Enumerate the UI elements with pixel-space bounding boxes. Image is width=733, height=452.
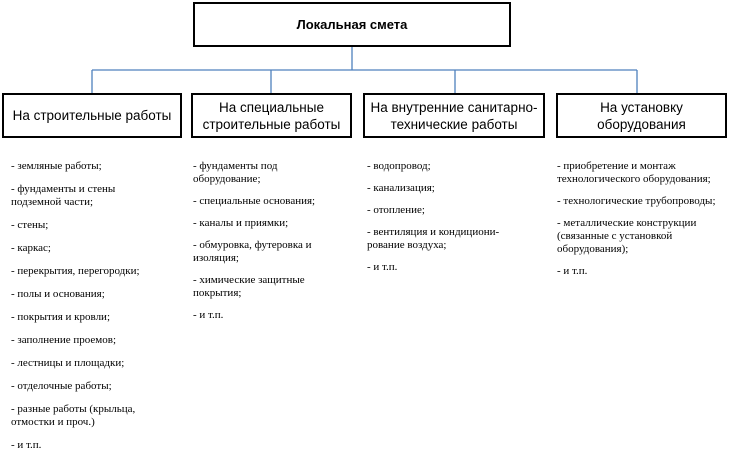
list-item: [11, 357, 186, 370]
category-box-construction: [2, 93, 182, 138]
list-item-line: - фундаменты под: [193, 160, 278, 172]
list-item-line: - и т.п.: [11, 439, 42, 451]
list-item: [193, 195, 358, 208]
list-item-line: - разные работы (крыльца,: [11, 403, 136, 415]
list-item: [367, 226, 542, 252]
category-label-special-line2: строительные работы: [202, 116, 341, 132]
list-item: [193, 239, 358, 265]
list-item: [193, 217, 358, 230]
category-label-sanitary-line2: технические работы: [390, 116, 518, 132]
list-item: [11, 403, 186, 429]
list-item-line: - вентиляция и кондициони-: [367, 226, 500, 238]
list-item-line: - покрытия и кровли;: [11, 311, 110, 323]
list-item-line: - лестницы и площадки;: [11, 357, 125, 369]
work-list-construction: [11, 160, 186, 452]
category-label-special-line1: На специальные: [219, 99, 324, 115]
work-list-sanitary: [367, 160, 542, 274]
list-item-line: - канализация;: [367, 182, 435, 194]
work-list-equipment: [557, 160, 733, 278]
list-item-line: рование воздуха;: [367, 239, 447, 251]
list-item: [11, 380, 186, 393]
list-item: [367, 182, 542, 195]
list-item: [557, 195, 733, 208]
list-item: [367, 160, 542, 173]
list-item: [11, 160, 186, 173]
list-item: [11, 242, 186, 255]
list-item-line: - металлические конструкции: [557, 217, 697, 229]
list-item: [193, 274, 358, 300]
list-item-line: - приобретение и монтаж: [557, 160, 676, 172]
list-item: [11, 311, 186, 324]
list-item-line: технологического оборудования;: [557, 173, 711, 185]
list-item-line: - специальные основания;: [193, 195, 316, 207]
list-item: [11, 265, 186, 278]
list-item-line: - полы и основания;: [11, 288, 105, 300]
list-item-line: - отопление;: [367, 204, 425, 216]
category-box-equipment: [556, 93, 727, 138]
category-label-construction: На строительные работы: [12, 108, 172, 123]
category-box-sanitary: [363, 93, 545, 138]
list-item: [557, 160, 733, 186]
work-list-special: [193, 160, 358, 322]
list-item-line: - обмуровка, футеровка и: [193, 239, 312, 251]
list-item-line: подземной части;: [11, 196, 94, 208]
category-box-special: [191, 93, 352, 138]
list-item: [557, 217, 733, 256]
list-item-line: оборудования);: [557, 243, 629, 255]
list-item: [557, 265, 733, 278]
list-item: [367, 261, 542, 274]
list-item-line: - каналы и приямки;: [193, 217, 289, 229]
category-label-equipment-line2: оборудования: [597, 116, 686, 132]
list-item-line: - заполнение проемов;: [11, 334, 117, 346]
category-label-sanitary-line1: На внутренние санитарно-: [370, 99, 538, 115]
list-item-line: - технологические трубопроводы;: [557, 195, 716, 207]
list-item-line: покрытия;: [193, 287, 242, 299]
root-label: Локальная смета: [296, 17, 408, 32]
list-item: [11, 183, 186, 209]
list-item-line: изоляция;: [193, 252, 239, 264]
list-item-line: - водопровод;: [367, 160, 431, 172]
list-item-line: - отделочные работы;: [11, 380, 112, 392]
list-item-line: - стены;: [11, 219, 49, 231]
list-item-line: - и т.п.: [557, 265, 588, 277]
list-item-line: - и т.п.: [193, 309, 224, 321]
category-label-equipment-line1: На установку: [600, 99, 683, 115]
root-box: [193, 2, 511, 47]
list-item: [11, 334, 186, 347]
list-item-line: (связанные с установкой: [557, 230, 673, 242]
list-item: [11, 288, 186, 301]
list-item-line: - химические защитные: [193, 274, 305, 286]
list-item: [11, 219, 186, 232]
list-item: [193, 160, 358, 186]
list-item-line: - и т.п.: [367, 261, 398, 273]
list-item-line: - каркас;: [11, 242, 51, 254]
list-item: [367, 204, 542, 217]
list-item: [193, 309, 358, 322]
list-item-line: оборудование;: [193, 173, 261, 185]
list-item-line: - перекрытия, перегородки;: [11, 265, 140, 277]
list-item-line: - земляные работы;: [11, 160, 102, 172]
list-item-line: - фундаменты и стены: [11, 183, 116, 195]
list-item-line: отмостки и проч.): [11, 416, 95, 428]
